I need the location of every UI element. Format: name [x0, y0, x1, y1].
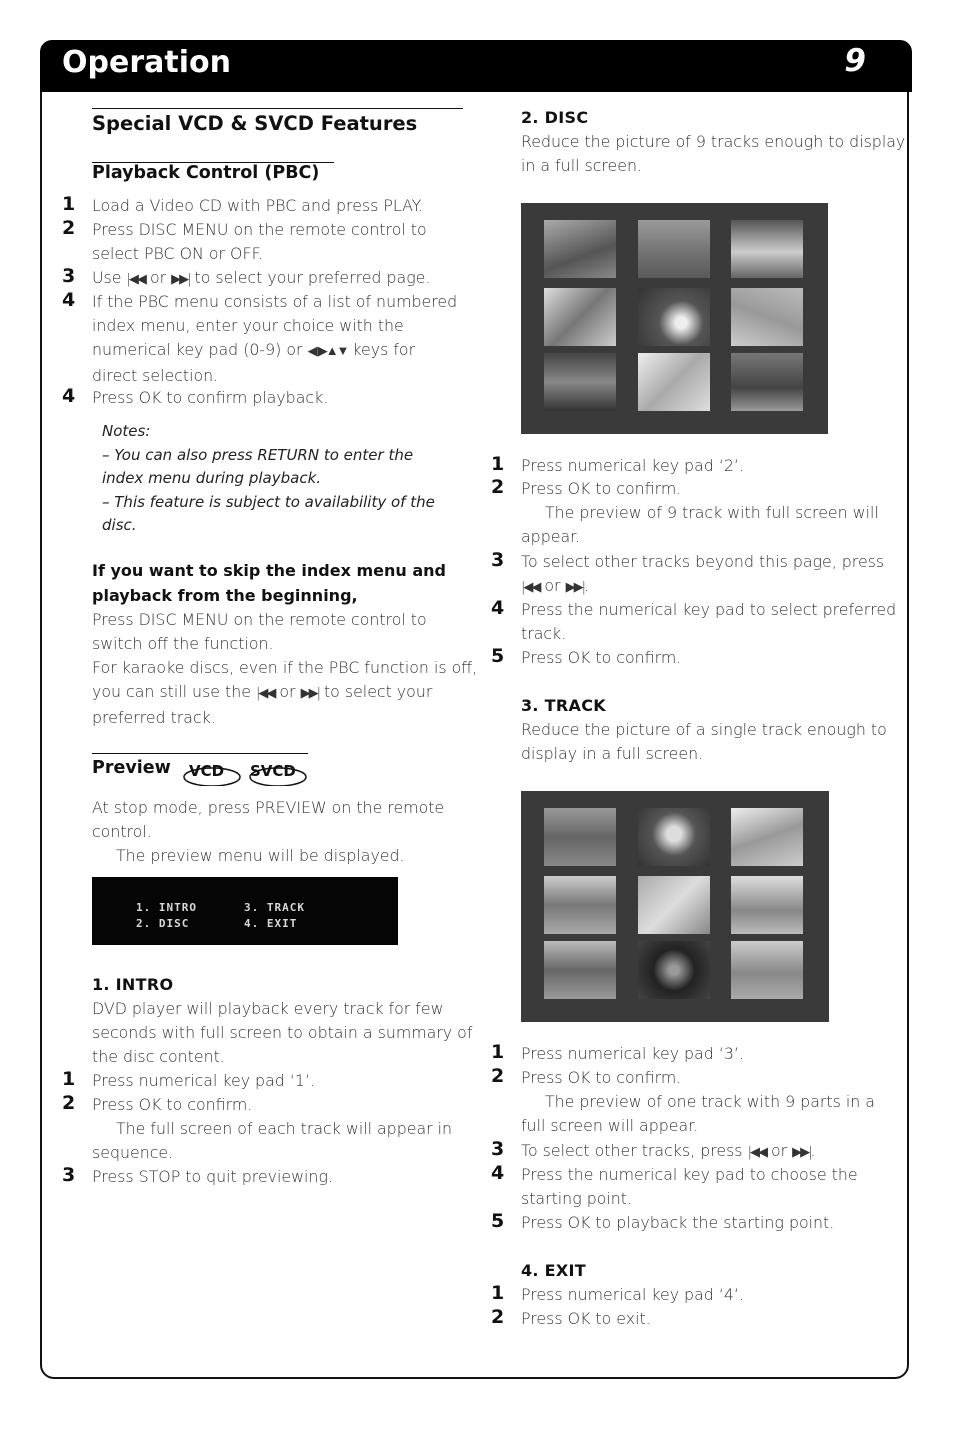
- text-line: If you want to skip the index menu and: [92, 561, 446, 580]
- thumbnail: [638, 288, 710, 346]
- pbc-step-1: Load a Video CD with PBC and press PLAY.: [92, 196, 424, 215]
- intro-step-2: [92, 1093, 452, 1165]
- intro-step-3: Press STOP to quit previewing.: [92, 1167, 333, 1186]
- intro-desc: [92, 997, 472, 1069]
- text-line: [92, 680, 477, 706]
- pbc-step-5: Press OK to confirm playback.: [92, 388, 329, 407]
- disc-step-4: [521, 598, 896, 646]
- skip-next-icon: ▶▶|: [565, 580, 584, 595]
- text-part: .: [583, 576, 589, 595]
- skip-next-icon: ▶▶|: [300, 686, 319, 701]
- notes-label: Notes:: [102, 422, 151, 440]
- skip-previous-icon: |◀◀: [747, 1145, 766, 1160]
- step-number: 5: [491, 1210, 505, 1232]
- text-line: appear.: [521, 527, 581, 546]
- track-step-1: Press numerical key pad ‘3’.: [521, 1044, 744, 1063]
- thumbnail: [731, 288, 803, 346]
- step-number: 1: [491, 453, 505, 475]
- text-line: DVD player will playback every track for few: [92, 999, 444, 1018]
- pbc-step-4: [92, 290, 457, 388]
- text-line: For karaoke discs, even if the PBC function is off,: [92, 658, 478, 677]
- page-number: 9: [844, 43, 866, 79]
- thumbnail: [544, 353, 616, 411]
- thumbnail: [544, 288, 616, 346]
- section-rule: [92, 108, 463, 109]
- step-number: 1: [62, 193, 76, 215]
- text-line: preferred track.: [92, 708, 216, 727]
- step-number: 3: [491, 549, 505, 571]
- step-number: 1: [491, 1041, 505, 1063]
- text-line: To select other tracks beyond this page, press: [521, 552, 885, 571]
- text-line: The full screen of each track will appear in: [116, 1119, 453, 1138]
- track-desc: [521, 718, 887, 766]
- text-line: [521, 574, 884, 600]
- menu-item-disc: 2. DISC: [136, 917, 190, 930]
- track-step-2: [521, 1066, 875, 1138]
- disc-step-3: [521, 550, 884, 600]
- text-line: [92, 338, 457, 364]
- text-line: The preview menu will be displayed.: [116, 846, 405, 865]
- disc-step-5: Press OK to confirm.: [521, 648, 682, 667]
- thumbnail: [638, 220, 710, 278]
- track-step-4: [521, 1163, 858, 1211]
- step-number: 4: [62, 289, 76, 311]
- text-line: starting point.: [521, 1189, 633, 1208]
- text-line: display in a full screen.: [521, 744, 704, 763]
- text-part: .: [810, 1141, 816, 1160]
- thumbnail: [544, 808, 616, 866]
- page-header: [40, 40, 912, 92]
- text-part: to select your preferred page.: [189, 268, 431, 287]
- preview-rule: [92, 753, 308, 754]
- thumbnail: [731, 876, 803, 934]
- text-line: At stop mode, press PREVIEW on the remote: [92, 798, 445, 817]
- text-line: switch off the function.: [92, 634, 274, 653]
- note-line: – You can also press RETURN to enter the: [102, 445, 414, 464]
- text-part: or: [274, 682, 301, 701]
- exit-step-1: Press numerical key pad ‘4’.: [521, 1285, 744, 1304]
- text-line: Reduce the picture of 9 tracks enough to display: [521, 132, 906, 151]
- step-number: 4: [491, 1162, 505, 1184]
- text-line: Press OK to confirm.: [521, 1068, 682, 1087]
- step-number: 3: [491, 1138, 505, 1160]
- step-number: 4: [491, 597, 505, 619]
- text-part: or: [539, 576, 566, 595]
- text-part: Use: [92, 268, 127, 287]
- page-title: Operation: [62, 45, 231, 80]
- text-part: keys for: [347, 340, 416, 359]
- text-line: index menu, enter your choice with the: [92, 316, 404, 335]
- track-step-5: Press OK to playback the starting point.: [521, 1213, 835, 1232]
- track-title: 3. TRACK: [521, 696, 606, 715]
- step-number: 2: [62, 217, 76, 239]
- intro-title: 1. INTRO: [92, 975, 174, 994]
- text-part: To select other tracks, press: [521, 1141, 748, 1160]
- text-line: Press DISC MENU on the remote control to: [92, 220, 427, 239]
- text-part: you can still use the: [92, 682, 256, 701]
- preview-intro: [92, 796, 444, 868]
- step-number: 2: [491, 1065, 505, 1087]
- pbc-step-3: [92, 266, 430, 292]
- disc-step-1: Press numerical key pad ‘2’.: [521, 456, 744, 475]
- thumbnail: [731, 808, 803, 866]
- text-line: playback from the beginning,: [92, 585, 358, 605]
- text-line: in a full screen.: [521, 156, 643, 175]
- thumbnail: [638, 808, 710, 866]
- text-line: Press the numerical key pad to choose the: [521, 1165, 858, 1184]
- pbc-step-2: [92, 218, 427, 266]
- disc-title: 2. DISC: [521, 108, 589, 127]
- step-number: 3: [62, 265, 76, 287]
- vcd-badge-label: VCD: [189, 762, 225, 780]
- thumbnail: [638, 876, 710, 934]
- text-part: numerical key pad (0-9) or: [92, 340, 308, 359]
- thumbnail: [544, 220, 616, 278]
- skip-previous-icon: |◀◀: [256, 686, 275, 701]
- intro-step-1: Press numerical key pad ‘1’.: [92, 1071, 315, 1090]
- text-line: The preview of one track with 9 parts in a: [545, 1092, 875, 1111]
- skip-heading: [92, 559, 446, 608]
- track-preview-screen: [521, 791, 829, 1022]
- text-part: or: [144, 268, 172, 287]
- thumbnail: [731, 353, 803, 411]
- thumbnail: [638, 941, 710, 999]
- text-part: to select your: [318, 682, 433, 701]
- thumbnail: [638, 353, 710, 411]
- text-line: seconds with full screen to obtain a summary of: [92, 1023, 473, 1042]
- skip-next-icon: ▶▶|: [792, 1145, 811, 1160]
- step-number: 1: [491, 1282, 505, 1304]
- step-number: 4: [62, 385, 76, 407]
- pbc-title: Playback Control (PBC): [92, 163, 320, 183]
- text-line: track.: [521, 624, 567, 643]
- text-line: Reduce the picture of a single track enough to: [521, 720, 887, 739]
- preview-title: Preview: [92, 758, 171, 778]
- text-part: or: [765, 1141, 793, 1160]
- step-number: 2: [62, 1092, 76, 1114]
- text-line: Press DISC MENU on the remote control to: [92, 610, 427, 629]
- skip-next-icon: ▶▶|: [171, 272, 190, 287]
- svcd-badge-icon: [248, 760, 310, 786]
- text-line: full screen will appear.: [521, 1116, 699, 1135]
- menu-item-exit: 4. EXIT: [244, 917, 298, 930]
- exit-step-2: Press OK to exit.: [521, 1309, 651, 1328]
- svcd-badge-label: SVCD: [250, 762, 296, 780]
- direction-arrows-icon: ◀ ▶▲▼: [307, 344, 348, 359]
- skip-previous-icon: |◀◀: [521, 580, 540, 595]
- thumbnail: [731, 941, 803, 999]
- note-line: disc.: [102, 516, 137, 534]
- menu-item-intro: 1. INTRO: [136, 901, 197, 914]
- step-number: 2: [491, 1306, 505, 1328]
- text-line: If the PBC menu consists of a list of numbered: [92, 292, 458, 311]
- exit-title: 4. EXIT: [521, 1261, 587, 1280]
- note-line: – This feature is subject to availability of the: [102, 492, 435, 511]
- text-line: direct selection.: [92, 366, 219, 385]
- text-line: Press OK to confirm.: [521, 479, 682, 498]
- skip-text: [92, 608, 477, 730]
- track-step-3: [521, 1139, 816, 1165]
- disc-desc: [521, 130, 905, 178]
- notes: [102, 420, 435, 538]
- text-line: sequence.: [92, 1143, 174, 1162]
- step-number: 1: [62, 1068, 76, 1090]
- step-number: 2: [491, 476, 505, 498]
- menu-item-track: 3. TRACK: [244, 901, 305, 914]
- disc-step-2: [521, 477, 879, 549]
- skip-previous-icon: |◀◀: [126, 272, 145, 287]
- step-number: 5: [491, 645, 505, 667]
- text-line: control.: [92, 822, 152, 841]
- section-title: Special VCD & SVCD Features: [92, 112, 418, 135]
- text-line: Press the numerical key pad to select preferred: [521, 600, 897, 619]
- step-number: 3: [62, 1164, 76, 1186]
- vcd-badge-icon: [183, 760, 245, 786]
- thumbnail: [731, 220, 803, 278]
- disc-preview-screen: [521, 203, 828, 434]
- text-line: Press OK to confirm.: [92, 1095, 253, 1114]
- text-line: The preview of 9 track with full screen will: [545, 503, 879, 522]
- text-line: the disc content.: [92, 1047, 225, 1066]
- thumbnail: [544, 876, 616, 934]
- note-line: index menu during playback.: [102, 469, 322, 487]
- thumbnail: [544, 941, 616, 999]
- preview-menu-screen: [92, 877, 398, 945]
- text-line: select PBC ON or OFF.: [92, 244, 264, 263]
